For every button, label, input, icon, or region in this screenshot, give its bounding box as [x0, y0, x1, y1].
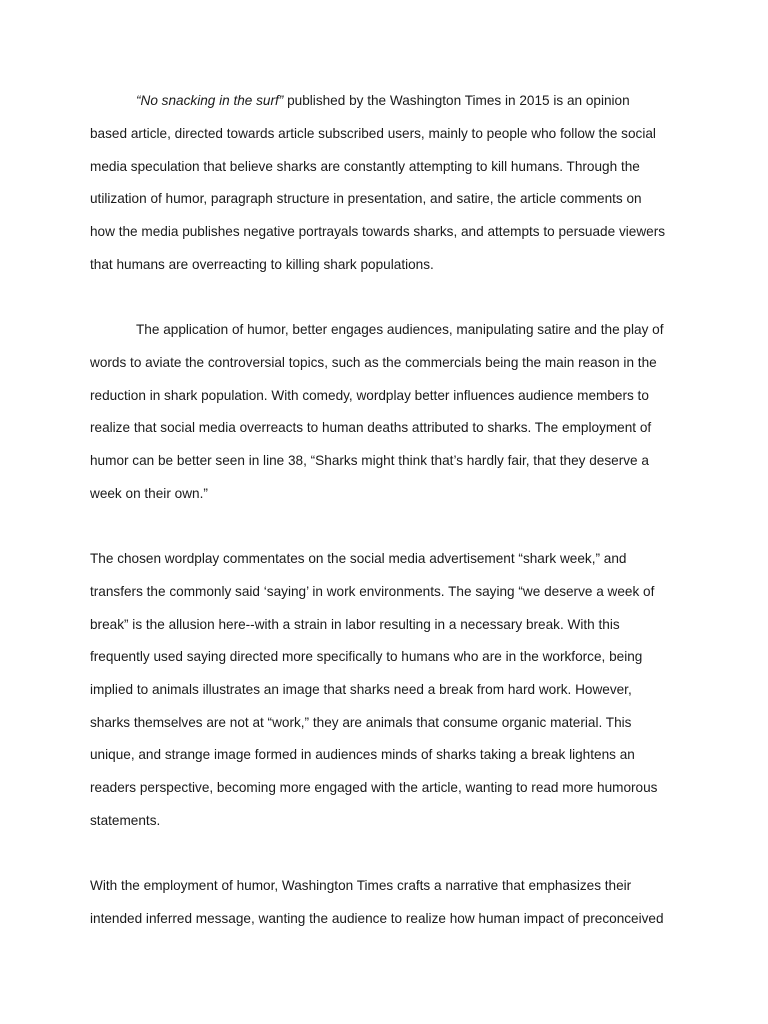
paragraph-1-line-1-text: published by the Washington Times in 2015 is an opinion — [283, 93, 630, 108]
paragraph-2-line-5: humor can be better seen in line 38, “Sharks might think that’s hardly fair, that they deserve a — [90, 453, 649, 468]
paragraph-1-line-6: that humans are overreacting to killing shark populations. — [90, 257, 434, 272]
paragraph-3-line-9: statements. — [90, 813, 161, 828]
paragraph-3-line-1: The chosen wordplay commentates on the social media advertisement “shark week,” and — [90, 551, 627, 566]
paragraph-1-line-5: how the media publishes negative portrayals towards sharks, and attempts to persuade viewers — [90, 224, 666, 239]
paragraph-3-line-5: implied to animals illustrates an image that sharks need a break from hard work. However, — [90, 682, 632, 697]
paragraph-3-line-7: unique, and strange image formed in audiences minds of sharks taking a break lightens an — [90, 747, 635, 762]
paragraph-3-line-3: break” is the allusion here--with a strain in labor resulting in a necessary break. With this — [90, 617, 620, 632]
paragraph-4-line-2: intended inferred message, wanting the audience to realize how human impact of preconceived — [90, 911, 664, 926]
paragraph-3-line-2: transfers the commonly said ‘saying’ in work environments. The saying “we deserve a week of — [90, 584, 655, 599]
paragraph-2-line-1: The application of humor, better engages audiences, manipulating satire and the play of — [136, 322, 664, 337]
paragraph-3-line-4: frequently used saying directed more specifically to humans who are in the workforce, being — [90, 649, 643, 664]
paragraph-2-line-3: reduction in shark population. With comedy, wordplay better influences audience members to — [90, 388, 649, 403]
paragraph-4-line-1: With the employment of humor, Washington Times crafts a narrative that emphasizes their — [90, 878, 632, 893]
paragraph-2-line-6: week on their own.” — [90, 486, 208, 501]
paragraph-3-line-8: readers perspective, becoming more engaged with the article, wanting to read more humorous — [90, 780, 658, 795]
paragraph-1-line-1 — [136, 93, 630, 109]
paragraph-1-line-2: based article, directed towards article subscribed users, mainly to people who follow the social — [90, 126, 656, 141]
paragraph-2-line-4: realize that social media overreacts to human deaths attributed to sharks. The employment of — [90, 420, 652, 435]
paragraph-2-line-2: words to aviate the controversial topics, such as the commercials being the main reason in the — [90, 355, 657, 370]
paragraph-1-line-3: media speculation that believe sharks are constantly attempting to kill humans. Through the — [90, 159, 640, 174]
article-title: “No snacking in the surf” — [136, 93, 284, 108]
paragraph-3-line-6: sharks themselves are not at “work,” they are animals that consume organic material. This — [90, 715, 632, 730]
paragraph-1-line-4: utilization of humor, paragraph structure in presentation, and satire, the article comments on — [90, 191, 642, 206]
